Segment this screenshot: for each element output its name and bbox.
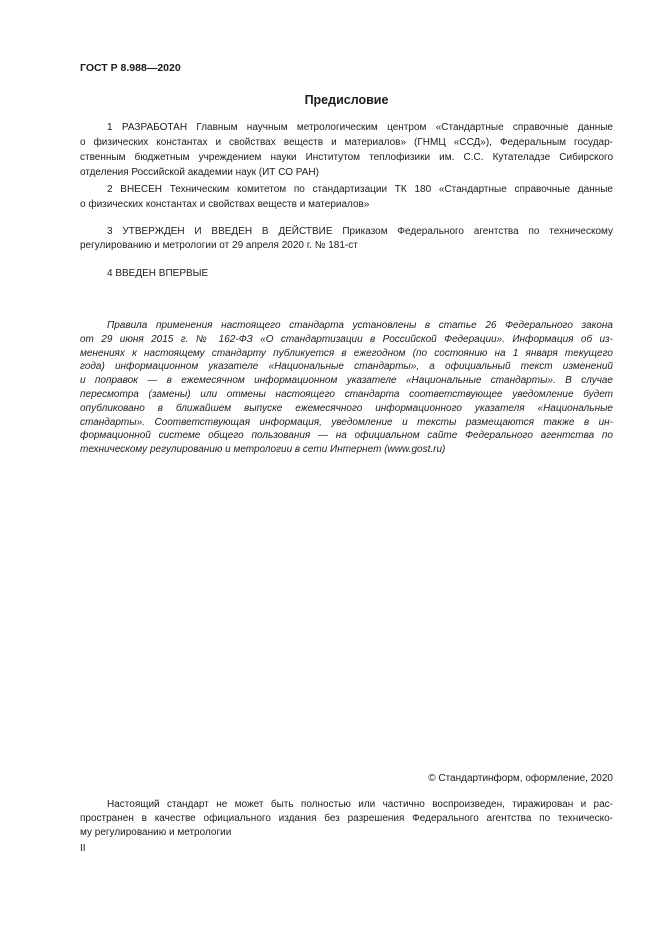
copyright-line: © Стандартинформ, оформление, 2020 (428, 773, 613, 784)
paragraph-first-introduced (80, 266, 613, 281)
paragraph-introduced-by (80, 182, 613, 212)
paragraph-approved (80, 225, 613, 253)
notice-line: от 29 июня 2015 г. № 162-ФЗ «О стандартизации в Российской Федерации». Информация об из- (80, 333, 613, 345)
notice-line: формационной системе общего пользования — на официальном сайте Федерального агентства по (80, 430, 613, 442)
reproduction-line: му регулированию и метрологии (80, 827, 232, 838)
application-rules-notice (80, 319, 613, 457)
page-title: Предисловие (304, 93, 389, 107)
reproduction-line: пространен в качестве официального издания без разрешения Федерального агентства по техническо- (80, 813, 613, 824)
notice-line: менениях к настоящему стандарту публикуется в ежегодном (по состоянию на 1 января текущего (80, 347, 613, 359)
paragraph-line: регулированию и метрологии от 29 апреля 2020 г. № 181-ст (80, 240, 358, 251)
paragraph-line: о физических константах и свойствах веществ и материалов» (80, 199, 370, 210)
notice-line: пересмотра (замены) или отмены настоящего стандарта соответствующее уведомление будет (80, 388, 613, 400)
paragraph-line: 4 ВВЕДЕН ВПЕРВЫЕ (107, 268, 209, 279)
paragraph-line: отделения Российской академии наук (ИТ СО РАН) (80, 167, 319, 178)
paragraph-line: о физических константах и свойствах веществ и материалов» (ГНМЦ «ССД»), Федеральным государ- (80, 137, 613, 148)
notice-line: техническому регулированию и метрологии в сети Интернет (www.gost.ru) (80, 444, 446, 456)
paragraph-line: ственным бюджетным учреждением науки Институтом теплофизики им. С.С. Кутателадзе Сибирского (80, 152, 613, 163)
paragraph-developed-by (80, 120, 613, 180)
notice-line: и поправок — в ежемесячном информационном указателе «Национальные стандарты». В случае (80, 375, 613, 387)
notice-line: года) информационном указателе «Национальные стандарты», а официальный текст изменений (80, 361, 613, 373)
notice-line: опубликовано в ближайшем выпуске ежемесячного информационного указателя «Национальные (80, 402, 613, 414)
reproduction-line: Настоящий стандарт не может быть полностью или частично воспроизведен, тиражирован и рас- (107, 799, 613, 810)
document-code: ГОСТ Р 8.988—2020 (80, 62, 181, 74)
notice-line: стандарты». Соответствующая информация, уведомление и тексты размещаются также в ин- (80, 416, 613, 428)
reproduction-notice (80, 798, 613, 840)
paragraph-line: 3 УТВЕРЖДЕН И ВВЕДЕН В ДЕЙСТВИЕ Приказом Федерального агентства по техническому (107, 226, 613, 237)
page-number: II (80, 843, 86, 854)
paragraph-line: 2 ВНЕСЕН Техническим комитетом по стандартизации ТК 180 «Стандартные справочные данные (107, 184, 613, 195)
notice-line: Правила применения настоящего стандарта установлены в статье 26 Федерального закона (107, 320, 613, 331)
paragraph-line: 1 РАЗРАБОТАН Главным научным метрологическим центром «Стандартные справочные данные (107, 122, 613, 133)
